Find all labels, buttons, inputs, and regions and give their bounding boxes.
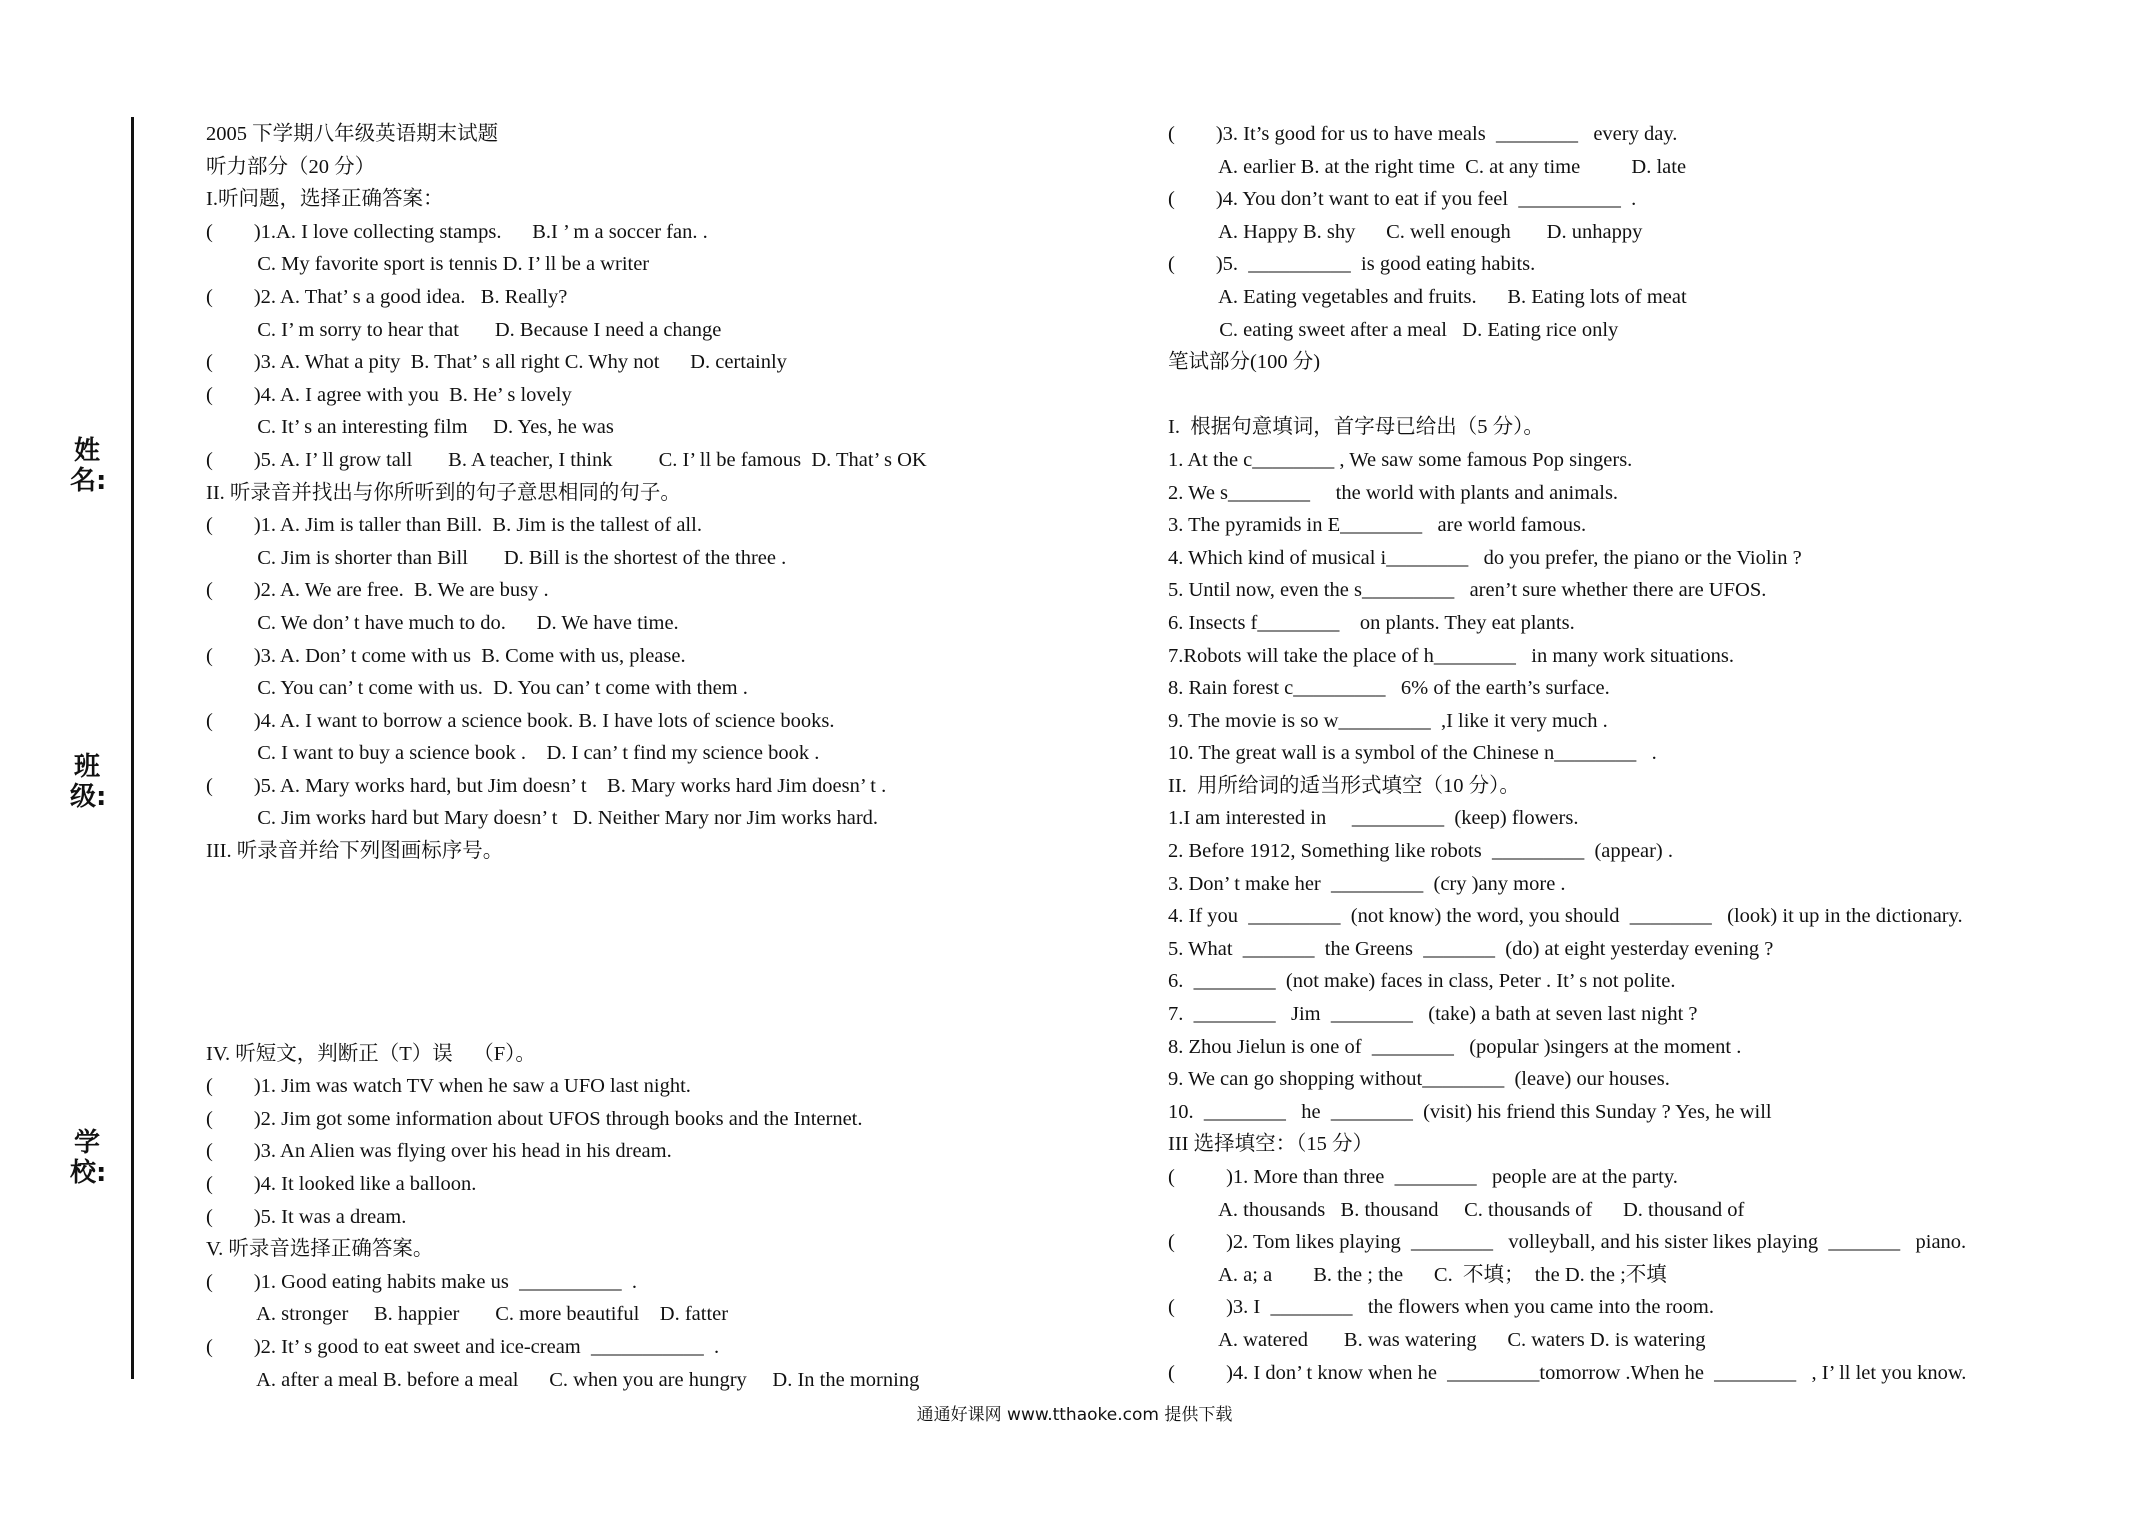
text-line: III 选择填空：（15 分）: [1168, 1133, 1373, 1156]
text-line: ( )3. It’s good for us to have meals ________ every day.: [1168, 123, 1678, 145]
text-line: ( )1. Jim was watch TV when he saw a UFO last night.: [206, 1075, 691, 1098]
text-line: ( )1. Good eating habits make us __________ .: [206, 1270, 638, 1293]
text-line: ( )3. I ________ the flowers when you came into the room.: [1168, 1296, 1714, 1319]
text-line: C. Jim is shorter than Bill D. Bill is the shortest of the three .: [206, 546, 787, 569]
class-label: 班级:: [70, 752, 107, 812]
text-line: ( )3. A. What a pity B. That’ s all right C. Why not D. certainly: [206, 351, 787, 374]
footer-credit: 通通好课网 www.tthaoke.com 提供下载: [916, 1405, 1233, 1425]
text-line: 3. Don’ t make her _________ (cry )any more .: [1168, 872, 1566, 895]
text-line: III. 听录音并给下列图画标序号。: [206, 840, 504, 863]
text-line: ( )2. A. We are free. B. We are busy .: [206, 579, 549, 602]
text-line: 2. We s________ the world with plants and animals.: [1168, 481, 1619, 504]
text-line: ( )4. You don’t want to eat if you feel __________ .: [1168, 188, 1637, 211]
school-label: 学校:: [70, 1128, 107, 1188]
text-line: 8. Zhou Jielun is one of ________ (popular )singers at the moment .: [1168, 1035, 1742, 1058]
text-line: A. watered B. was watering C. waters D. is watering: [1168, 1328, 1706, 1351]
text-line: C. It’ s an interesting film D. Yes, he was: [206, 416, 614, 439]
text-line: 7. ________ Jim ________ (take) a bath at seven last night ?: [1168, 1003, 1698, 1026]
text-line: ( )2. It’ s good to eat sweet and ice-cream ___________ .: [206, 1336, 720, 1358]
text-line: 5. What _______ the Greens _______ (do) at eight yesterday evening ?: [1168, 937, 1774, 960]
text-line: I.听问题，选择正确答案：: [206, 188, 444, 211]
text-line: I. 根据句意填词，首字母已给出（5 分）。: [1168, 416, 1544, 439]
text-line: C. I want to buy a science book . D. I can’ t find my science book .: [206, 742, 820, 765]
text-line: 9. We can go shopping without________ (leave) our houses.: [1168, 1068, 1670, 1091]
text-line: 4. If you _________ (not know) the word, you should ________ (look) it up in the dictionary.: [1168, 905, 1963, 928]
text-line: 6. Insects f________ on plants. They eat plants.: [1168, 611, 1575, 634]
text-line: C. We don’ t have much to do. D. We have time.: [206, 611, 679, 634]
text-line: ( )1. A. Jim is taller than Bill. B. Jim is the tallest of all.: [206, 514, 702, 537]
text-line: ( )4. A. I agree with you B. He’ s lovely: [206, 383, 572, 406]
text-line: 笔试部分(100 分): [1168, 351, 1321, 374]
text-line: A. Happy B. shy C. well enough D. unhappy: [1168, 220, 1643, 243]
text-line: 听力部分（20 分）: [206, 155, 376, 178]
text-line: 10. The great wall is a symbol of the Chinese n________ .: [1168, 742, 1657, 765]
text-line: IV. 听短文，判断正（T）误 （F）。: [206, 1042, 536, 1065]
text-line: ( )4. I don’ t know when he _________tomorrow .When he ________ , I’ ll let you know.: [1168, 1361, 1967, 1384]
text-line: ( )1.A. I love collecting stamps. B.I ’ m a soccer fan. .: [206, 220, 708, 243]
text-line: ( )5. A. I’ ll grow tall B. A teacher, I think C. I’ ll be famous D. That’ s OK: [206, 448, 927, 471]
text-line: ( )3. An Alien was flying over his head in his dream.: [206, 1140, 672, 1163]
text-line: C. Jim works hard but Mary doesn’ t D. Neither Mary nor Jim works hard.: [206, 807, 879, 830]
text-line: 2. Before 1912, Something like robots _________ (appear) .: [1168, 840, 1674, 863]
left-listening-section-b: [206, 1038, 1046, 1397]
text-line: ( )5. A. Mary works hard, but Jim doesn’ t B. Mary works hard Jim doesn’ t .: [206, 774, 887, 797]
text-line: ( )2. Jim got some information about UFOS through books and the Internet.: [206, 1107, 863, 1130]
text-line: 10. ________ he ________ (visit) his friend this Sunday ? Yes, he will: [1168, 1100, 1772, 1123]
text-line: 5. Until now, even the s_________ aren’t sure whether there are UFOS.: [1168, 579, 1767, 602]
text-line: C. You can’ t come with us. D. You can’ t come with them .: [206, 677, 748, 700]
text-line: 1. At the c________ , We saw some famous Pop singers.: [1168, 448, 1633, 471]
text-line: A. Eating vegetables and fruits. B. Eating lots of meat: [1168, 285, 1687, 308]
right-column: [1168, 118, 2018, 1389]
text-line: ( )1. More than three ________ people are at the party.: [1168, 1166, 1678, 1188]
exam-title: 2005 下学期八年级英语期末试题: [206, 123, 499, 145]
text-line: A. thousands B. thousand C. thousands of D. thousand of: [1168, 1198, 1745, 1221]
right-written-section: [1168, 118, 2018, 1389]
text-line: A. earlier B. at the right time C. at any time D. late: [1168, 155, 1687, 178]
text-line: A. stronger B. happier C. more beautiful D. fatter: [206, 1303, 729, 1326]
text-line: 3. The pyramids in E________ are world famous.: [1168, 514, 1587, 537]
text-line: V. 听录音选择正确答案。: [206, 1238, 434, 1261]
text-line: C. eating sweet after a meal D. Eating rice only: [1168, 318, 1619, 341]
text-line: ( )5. It was a dream.: [206, 1205, 407, 1228]
left-listening-section-a: [206, 151, 1046, 868]
left-column: [206, 118, 1046, 1396]
text-line: ( )2. A. That’ s a good idea. B. Really?: [206, 285, 568, 308]
text-line: 1.I am interested in _________ (keep) flowers.: [1168, 807, 1579, 830]
text-line: C. My favorite sport is tennis D. I’ ll be a writer: [206, 253, 650, 276]
text-line: 6. ________ (not make) faces in class, Peter . It’ s not polite.: [1168, 970, 1676, 993]
name-label: 姓名:: [70, 436, 107, 496]
binding-margin-line: [131, 117, 134, 1379]
text-line: ( )4. A. I want to borrow a science book. B. I have lots of science books.: [206, 709, 835, 732]
text-line: 7.Robots will take the place of h________ in many work situations.: [1168, 644, 1734, 667]
text-line: 9. The movie is so w_________ ,I like it very much .: [1168, 709, 1608, 732]
picture-area: [206, 868, 1046, 1038]
text-line: [1168, 379, 2018, 412]
text-line: A. a; a B. the ; the C. 不填； the D. the ;不填: [1168, 1263, 1667, 1286]
text-line: ( )2. Tom likes playing ________ volleyball, and his sister likes playing _______ piano.: [1168, 1231, 1967, 1254]
text-line: ( )4. It looked like a balloon.: [206, 1173, 477, 1196]
text-line: ( )5. __________ is good eating habits.: [1168, 253, 1536, 276]
text-line: 8. Rain forest c_________ 6% of the earth’s surface.: [1168, 677, 1610, 700]
text-line: ( )3. A. Don’ t come with us B. Come with us, please.: [206, 644, 686, 667]
text-line: C. I’ m sorry to hear that D. Because I need a change: [206, 318, 722, 341]
text-line: A. after a meal B. before a meal C. when you are hungry D. In the morning: [206, 1368, 920, 1391]
text-line: II. 用所给词的适当形式填空（10 分）。: [1168, 774, 1520, 797]
text-line: 4. Which kind of musical i________ do you prefer, the piano or the Violin ?: [1168, 546, 1802, 569]
text-line: II. 听录音并找出与你所听到的句子意思相同的句子。: [206, 481, 681, 504]
